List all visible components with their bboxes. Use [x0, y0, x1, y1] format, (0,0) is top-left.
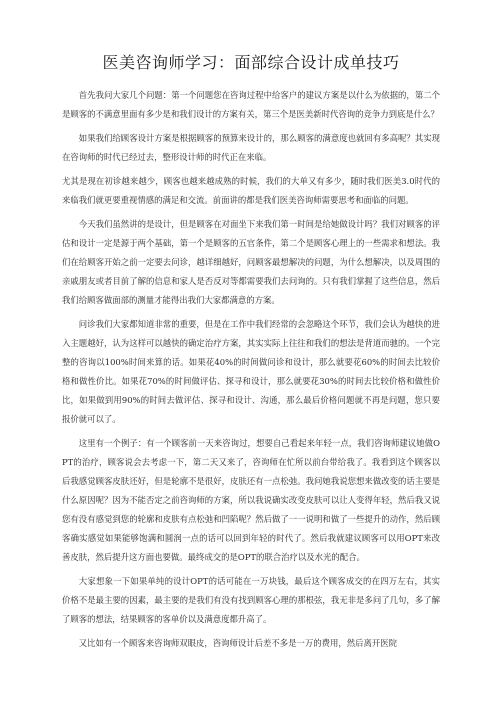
paragraph: 又比如有一个顾客来咨询师双眼皮，咨询师设计后差不多是一万的费用，然后离开医院: [78, 638, 398, 648]
paragraph: 大家想象一下如果单纯的设计OPT的话可能在一万块钱，最后这个顾客成交的在四万左右，其实价格不是最主要的因素，最主要的是我们有没有找到顾客心理的那根弦，我无非是多问了几句，多了解了顾客的想法，结果顾客的客单价以及满意度都升高了。: [62, 576, 440, 624]
paragraph: 如果我们给顾客设计方案是根据顾客的预算来设计的，那么顾客的满意度也就回有多高呢？其实现在咨询师的时代已经过去，整形设计师的时代正在来临。: [62, 133, 440, 162]
paragraph: 尤其是现在初诊越来越少，顾客也越来越成熟的时候，我们的大单又有多少，随时我们医美3.0时代的来临我们就更要重视情感的满足和交流。前面讲的都是我们医美咨询师需要思考和面临的问题。: [62, 176, 440, 205]
page-title: 医美咨询师学习：面部综合设计成单技巧: [102, 53, 400, 72]
paragraph: 今天我们虽然讲的是设计，但是顾客在对面坐下来我们第一时间是给她做设计吗？我们对顾客的评估和设计一定是源于两个基础，第一个是顾客的五官条件，第二个是顾客心理上的一些需求和想法。我们在给顾客开始之前一定要去问诊，越详细越好，问顾客最想解决的问题，为什么想解决，以及周围的亲戚朋友或者目前了解的信息和家人是否反对等都需要我们去问询的。只有我们掌握了这些信息，然后我们给顾客做面部的测量才能得出我们大家都满意的方案。: [62, 219, 440, 305]
paragraph: 这里有一个例子：有一个顾客前一天来咨询过，想要自己看起来年轻一点，我们咨询师建议她做OPT的治疗，顾客说会去考虑一下，第二天又来了，咨询师在忙所以前台带给我了。我看到这个顾客以后我感觉顾客皮肤还好，但是轮廓不是很好，皮肤还有一点松弛。我问她我说您想来做改变的话主要是什么原因呢？因为不能否定之前咨询师的方案，所以我说确实改变皮肤可以让人变得年轻，然后我又说您有没有感觉到您的轮廓和皮肤有点松弛和凹陷呢？然后做了一一说明和做了一些提升的动作，然后顾客确实感觉如果能够饱满和圆润一点的话可以回到年轻的时代了。然后我就建议顾客可以用OPT来改善皮肤，然后提升这方面也要做。最终成交的是OPT的联合治疗以及水光的配合。: [62, 438, 440, 562]
paragraph: 问诊我们大家都知道非常的重要，但是在工作中我们经常的会忽略这个环节，我们会认为越快的进入主题越好，认为这样可以越快的确定治疗方案，其实实际上往往和我们的想法是背道而驰的。一个完整的咨询以100%时间来算的话。如果花40%的时间做问诊和设计，那么就要花60%的时间去比较价格和做性价比。如果花70%的时间做评估、探寻和设计，那么就要花30%的时间去比较价格和做性价比，如果做到用90%的时间去做评估、探寻和设计、沟通，那么最后价格问题就不再是问题，您只要报价就可以了。: [62, 319, 440, 424]
paragraph: 首先我问大家几个问题：第一个问题您在咨询过程中给客户的建议方案是以什么为依据的，第二个是顾客的不满意里面有多少是和我们设计的方案有关，第三个是医美新时代咨询的竞争力到底是什么？: [62, 90, 440, 119]
document-body: [62, 86, 440, 653]
